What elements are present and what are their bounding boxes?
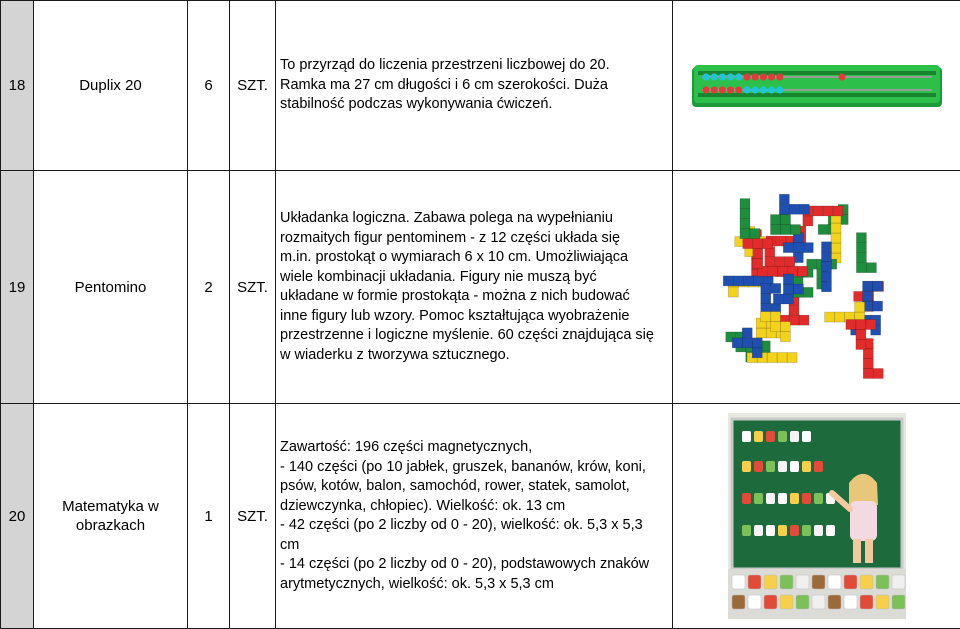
unit: SZT.: [230, 171, 276, 404]
description-line: rozmaitych figur pentominem - z 12 części układa się: [280, 229, 666, 249]
description-line: wiele kombinacji układania. Figury nie muszą być: [280, 268, 666, 288]
description-line: w wiaderku z tworzywa sztucznego.: [280, 346, 666, 366]
row-number: 20: [1, 404, 34, 629]
product-name: Matematyka w obrazkach: [34, 404, 188, 629]
product-name: Duplix 20: [34, 1, 188, 171]
pentomino-pieces-photo: [673, 171, 960, 404]
description-line: przestrzenne i logiczne myślenie. 60 części znajdująca się: [280, 326, 666, 346]
description-line: cm: [280, 536, 666, 556]
description-line: - 42 części (po 2 liczby od 0 - 20), wielkość: ok. 5,3 x 5,3: [280, 516, 666, 536]
unit: SZT.: [230, 1, 276, 171]
product-name: Pentomino: [34, 171, 188, 404]
description-line: Układanka logiczna. Zabawa polega na wypełnianiu: [280, 209, 666, 229]
magnetic-board-photo: [673, 404, 960, 629]
quantity: 1: [188, 404, 230, 629]
unit: SZT.: [230, 404, 276, 629]
abacus-image: [692, 63, 942, 109]
magnetic-board-image: [728, 413, 906, 619]
description-line: - 140 części (po 10 jabłek, gruszek, bananów, krów, koni,: [280, 458, 666, 478]
description-line: Zawartość: 196 części magnetycznych,: [280, 438, 666, 458]
description-line: m.in. prostokąt o wymiarach 6 x 10 cm. Umożliwiająca: [280, 248, 666, 268]
description-line: układane w formie prostokąta - można z nich budować: [280, 287, 666, 307]
table-row: [1, 1, 960, 171]
row-number: 18: [1, 1, 34, 171]
description-line: stabilność podczas wykonywania ćwiczeń.: [280, 95, 666, 115]
description: [276, 171, 673, 404]
description-line: - 14 części (po 2 liczby od 0 - 20), podstawowych znaków: [280, 555, 666, 575]
description-line: psów, kotów, balon, samochód, rower, statek, samolot,: [280, 477, 666, 497]
quantity: 2: [188, 171, 230, 404]
abacus-product-photo: [673, 1, 960, 171]
description: [276, 1, 673, 171]
description-line: To przyrząd do liczenia przestrzeni liczbowej do 20.: [280, 56, 666, 76]
table-row: [1, 171, 960, 404]
description-line: arytmetycznych, wielkość: ok. 5,3 x 5,3 cm: [280, 575, 666, 595]
table-row: [1, 404, 960, 629]
description: [276, 404, 673, 629]
description-line: inne figury lub wzory. Pomoc kształtująca wyobrażenie: [280, 307, 666, 327]
pentomino-image: [707, 187, 927, 387]
description-line: dziewczynka, chłopiec). Wielkość: ok. 13 cm: [280, 497, 666, 517]
description-line: Ramka ma 27 cm długości i 6 cm szerokości. Duża: [280, 76, 666, 96]
quantity: 6: [188, 1, 230, 171]
row-number: 19: [1, 171, 34, 404]
